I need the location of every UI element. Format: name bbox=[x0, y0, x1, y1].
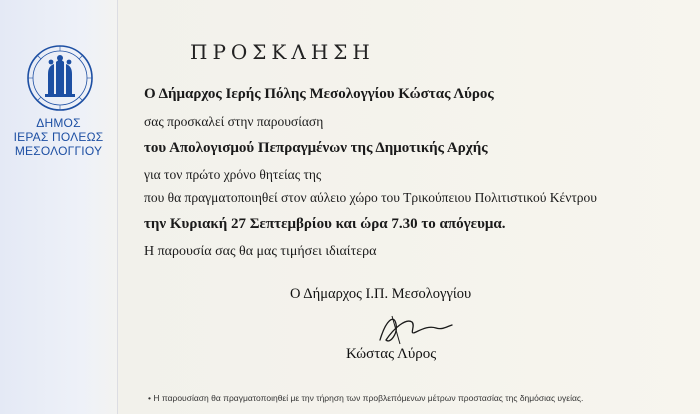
sidebar-line-2: ΙΕΡΑΣ ΠΟΛΕΩΣ bbox=[13, 130, 104, 144]
sidebar-line-3: ΜΕΣΟΛΟΓΓΙΟΥ bbox=[14, 144, 103, 158]
sidebar-line-1: ΔΗΜΟΣ bbox=[36, 116, 81, 130]
invitation-line-1: Ο Δήμαρχος Ιερής Πόλης Μεσολογγίου Κώστας Λύρος bbox=[144, 86, 494, 102]
signature-image bbox=[372, 310, 458, 348]
signer-name: Κώστας Λύρος bbox=[346, 346, 437, 362]
sidebar bbox=[0, 0, 118, 414]
invitation-line-6: την Κυριακή 27 Σεπτεμβρίου και ώρα 7.30 το απόγευμα. bbox=[144, 216, 506, 232]
invitation-line-3: του Απολογισμού Πεπραγμένων της Δημοτικής Αρχής bbox=[144, 140, 488, 156]
invitation-title: ΠΡΟΣΚΛΗΣΗ bbox=[190, 40, 375, 64]
invitation-line-4: για τον πρώτο χρόνο θητείας της bbox=[144, 167, 322, 182]
municipality-seal-icon bbox=[26, 44, 94, 112]
footnote: • Η παρουσίαση θα πραγματοποιηθεί με την τήρηση των προβλεπόμενων μέτρων προστασίας της δημόσιας υγείας. bbox=[148, 393, 584, 403]
invitation-line-5: που θα πραγματοποιηθεί στον αύλειο χώρο του Τρικούπειου Πολιτιστικού Κέντρου bbox=[144, 190, 597, 205]
invitation-line-7: Η παρουσία σας θα μας τιμήσει ιδιαίτερα bbox=[144, 244, 377, 259]
signoff: Ο Δήμαρχος Ι.Π. Μεσολογγίου bbox=[290, 286, 472, 302]
invitation-line-2: σας προσκαλεί στην παρουσίαση bbox=[144, 114, 324, 129]
